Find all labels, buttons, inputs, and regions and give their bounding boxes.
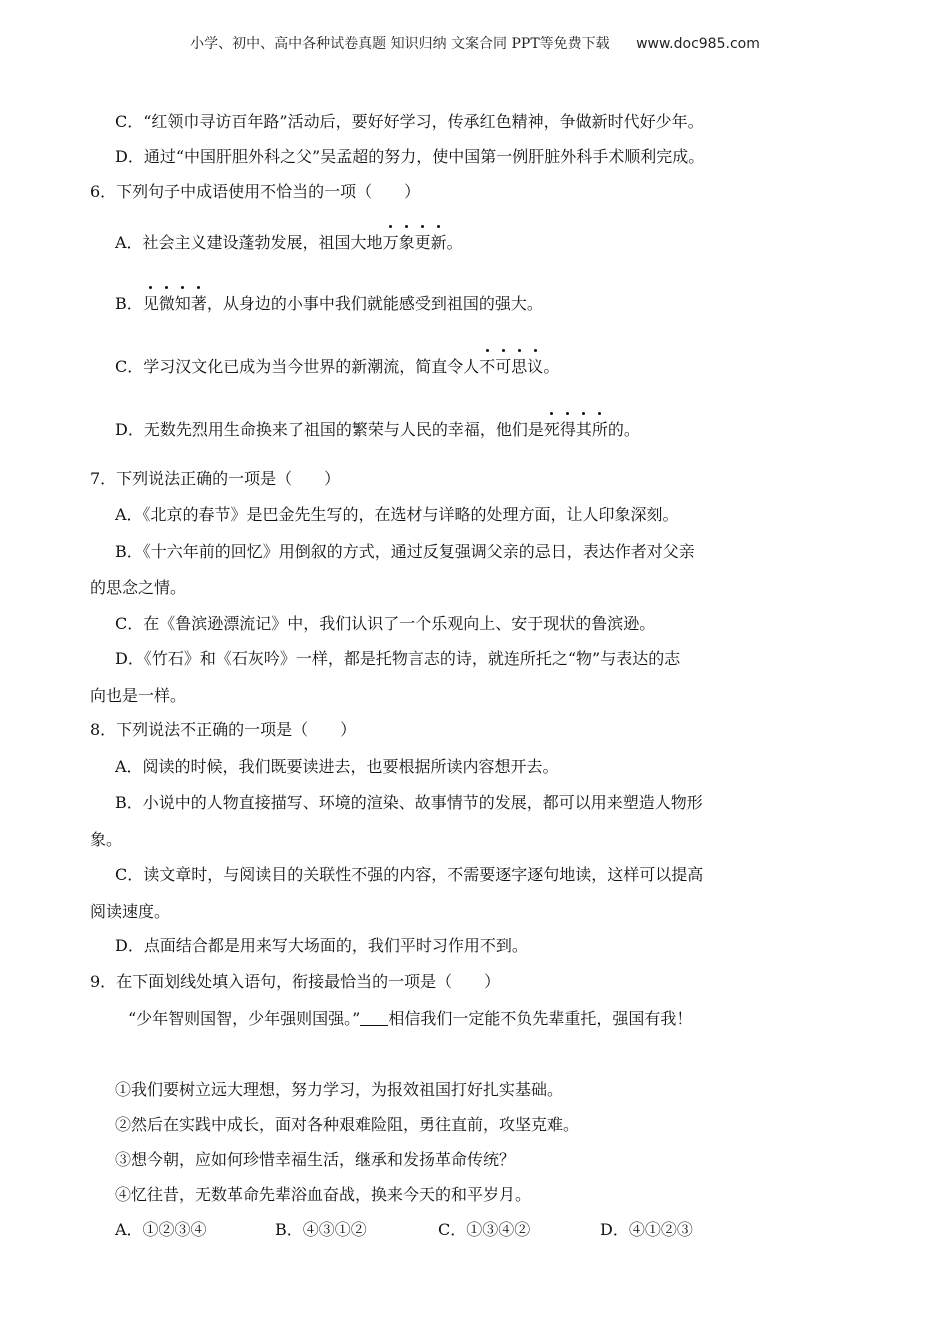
q8-option-d: D．点面结合都是用来写大场面的，我们平时习作用不到。 — [115, 936, 528, 955]
q6-b-pre: B． — [115, 294, 143, 313]
q8-option-c: C．读文章时，与阅读目的关联性不强的内容，不需要逐字逐句地读，这样可以提高 — [115, 865, 704, 884]
q9-sentence-1: ①我们要树立远大理想，努力学习，为报效祖国打好扎实基础。 — [115, 1080, 564, 1099]
q9-option-d: D．④①②③ — [600, 1220, 693, 1239]
q8-option-a: A．阅读的时候，我们既要读进去，也要根据所读内容想开去。 — [115, 757, 559, 776]
q6-d-char: 得 — [560, 418, 576, 442]
header-site: www.doc985.com — [636, 36, 760, 52]
q9-stem: 9．在下面划线处填入语句，衔接最恰当的一项是（ ） — [90, 972, 501, 991]
q8-option-b: B．小说中的人物直接描写、环境的渲染、故事情节的发展，都可以用来塑造人物形 — [115, 793, 703, 812]
q6-d-char: 其 — [576, 418, 592, 442]
page-header — [0, 33, 950, 53]
q5-option-d: D．通过“中国肝胆外科之父”吴孟超的努力，使中国第一例肝脏外科手术顺利完成。 — [115, 147, 705, 166]
q6-d-post: 的。 — [607, 420, 640, 439]
header-text: 小学、初中、高中各种试卷真题 知识归纳 文案合同 PPT等免费下载 — [190, 36, 610, 52]
q6-option-b — [115, 292, 543, 316]
q9-quote-pre: “少年智则国智，少年强则国强。” — [128, 1009, 361, 1028]
q9-sentence-2: ②然后在实践中成长，面对各种艰难险阻，勇往直前，攻坚克难。 — [115, 1115, 580, 1134]
q7-option-b-cont: 的思念之情。 — [90, 578, 187, 597]
q6-b-char: 微 — [159, 292, 175, 316]
q6-c-post: 。 — [543, 357, 560, 376]
q8-stem: 8．下列说法不正确的一项是（ ） — [90, 720, 357, 739]
q5-option-c: C．“红领巾寻访百年路”活动后，要好好学习，传承红色精神，争做新时代好少年。 — [115, 112, 704, 131]
q6-c-pre: C．学习汉文化已成为当今世界的新潮流，简直令人 — [115, 357, 480, 376]
q9-quote — [128, 1007, 692, 1031]
q8-option-c-cont: 阅读速度。 — [90, 902, 171, 921]
q6-option-c — [115, 355, 559, 379]
q6-a-char: 万 — [383, 231, 399, 255]
q9-quote-post: 相信我们一定能不负先辈重托，强国有我！ — [388, 1009, 693, 1028]
q6-a-post: 。 — [446, 233, 463, 252]
q7-option-c: C．在《鲁滨逊漂流记》中，我们认识了一个乐观向上、安于现状的鲁滨逊。 — [115, 614, 656, 633]
q9-option-b: B．④③①② — [275, 1220, 367, 1239]
q9-sentence-3: ③想今朝，应如何珍惜幸福生活，继承和发扬革命传统？ — [115, 1150, 516, 1169]
q6-a-pre: A．社会主义建设蓬勃发展，祖国大地 — [115, 233, 383, 252]
q7-option-b: B．《十六年前的回忆》用倒叙的方式，通过反复强调父亲的忌日，表达作者对父亲 — [115, 542, 695, 561]
q6-c-char: 议 — [527, 355, 543, 379]
q9-option-c: C．①③④② — [438, 1220, 531, 1239]
q7-stem: 7．下列说法正确的一项是（ ） — [90, 469, 341, 488]
q6-stem: 6．下列句子中成语使用不恰当的一项（ ） — [90, 182, 421, 201]
q8-option-b-cont: 象。 — [90, 830, 123, 849]
q6-c-char: 思 — [511, 355, 527, 379]
q6-a-char: 象 — [399, 231, 415, 255]
q6-option-d — [115, 418, 640, 442]
q7-option-d-cont: 向也是一样。 — [90, 686, 187, 705]
q6-b-char: 著 — [191, 292, 207, 316]
q9-blank — [360, 1009, 388, 1026]
q6-a-char: 更 — [415, 231, 431, 255]
q7-option-d: D．《竹石》和《石灰吟》一样，都是托物言志的诗，就连所托之“物”与表达的志 — [115, 649, 681, 668]
q9-sentence-4: ④忆往昔，无数革命先辈浴血奋战，换来今天的和平岁月。 — [115, 1185, 532, 1204]
q6-d-char: 死 — [544, 418, 560, 442]
q6-b-char: 知 — [175, 292, 191, 316]
q9-option-a: A．①②③④ — [115, 1220, 207, 1239]
q6-a-char: 新 — [431, 231, 447, 255]
q6-c-char: 不 — [479, 355, 495, 379]
q6-c-char: 可 — [495, 355, 511, 379]
q6-d-pre: D．无数先烈用生命换来了祖国的繁荣与人民的幸福，他们是 — [115, 420, 544, 439]
q6-option-a — [115, 231, 463, 255]
q6-b-char: 见 — [143, 292, 159, 316]
q6-b-post: ，从身边的小事中我们就能感受到祖国的强大。 — [206, 294, 543, 313]
q6-d-char: 所 — [592, 418, 608, 442]
q7-option-a: A．《北京的春节》是巴金先生写的，在选材与详略的处理方面，让人印象深刻。 — [115, 505, 679, 524]
